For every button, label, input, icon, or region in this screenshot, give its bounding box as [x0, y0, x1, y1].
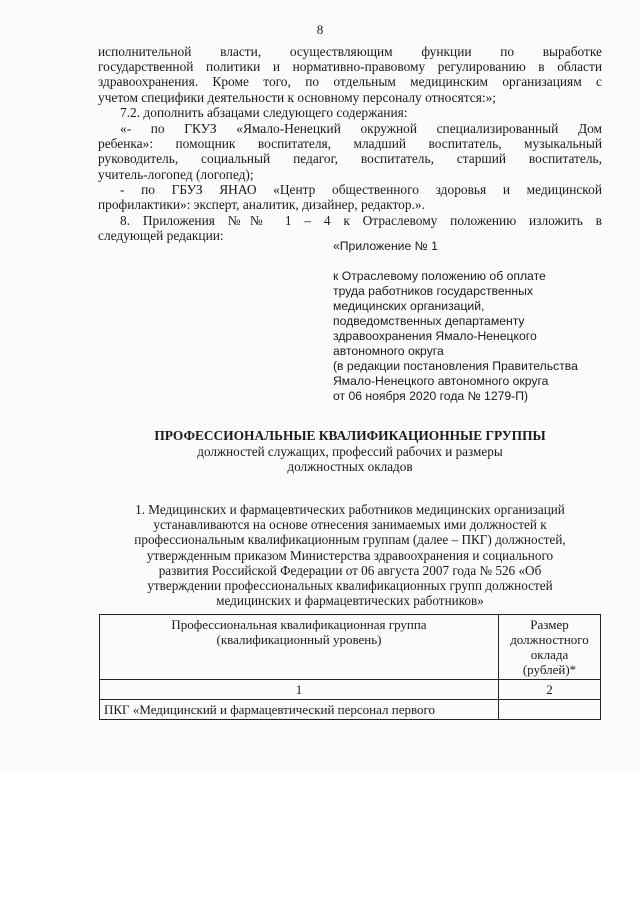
text-line: труда работников государственных	[333, 284, 533, 298]
text-line: руководитель, социальный педагог, воспитатель, старший воспитатель,	[98, 151, 602, 167]
text-line: учитель-логопед (логопед);	[98, 166, 254, 182]
text-line: утверждении профессиональных квалификационных групп должностей	[147, 578, 553, 594]
header-text-line: оклада	[530, 647, 569, 662]
paragraph-children-home	[98, 121, 602, 182]
text-line: здравоохранения Ямало-Ненецкого	[333, 329, 537, 343]
table-number-row	[100, 680, 601, 700]
appendix-title: «Приложение № 1	[333, 239, 438, 253]
text-line: (в редакции постановления Правительства	[333, 359, 578, 373]
text-line: ребенка»: помощник воспитателя, младший воспитатель, музыкальный	[98, 136, 602, 152]
text-line: государственной политики и нормативно-правовому регулированию в области	[98, 59, 602, 75]
text-line: профилактики»: эксперт, аналитик, дизайнер, редактор.».	[98, 197, 425, 213]
text-line: профессиональным квалификационным группам (далее – ПКГ) должностей,	[134, 532, 566, 548]
text-line: устанавливаются на основе отнесения занимаемых ими должностей к	[153, 517, 547, 533]
item-7-2	[98, 105, 602, 120]
section-heading	[98, 428, 602, 474]
header-text-line: (рублей)*	[522, 662, 577, 677]
text-line: утвержденным приказом Министерства здравоохранения и социального	[146, 547, 554, 563]
text-line: исполнительной власти, осуществляющим функции по выработке	[98, 44, 602, 59]
column-number-1: 1	[100, 680, 499, 700]
paragraph-staff-continuation	[98, 44, 602, 105]
text-line: 7.2. дополнить абзацами следующего содержания:	[120, 105, 408, 120]
text-line: к Отраслевому положению об оплате	[333, 269, 546, 283]
heading-title: ПРОФЕССИОНАЛЬНЫЕ КВАЛИФИКАЦИОННЫЕ ГРУППЫ	[154, 428, 546, 443]
appendix-reference	[333, 269, 613, 404]
header-cell-group	[100, 615, 499, 680]
text-line: 8. Приложения №№ 1 – 4 к Отраслевому положению изложить в	[120, 213, 602, 228]
text-line: следующей редакции:	[98, 228, 224, 244]
header-cell-salary	[499, 615, 601, 680]
text-line: «- по ГКУЗ «Ямало-Ненецкий окружной специализированный Дом	[120, 121, 602, 136]
text-line: от 06 ноября 2020 года № 1279-П)	[333, 389, 529, 403]
text-line: подведомственных департаменту	[333, 314, 525, 328]
header-text-line: Размер	[530, 617, 569, 632]
text-line: 1. Медицинских и фармацевтических работников медицинских организаций	[135, 502, 565, 517]
text-line: Ямало-Ненецкого автономного округа	[333, 374, 549, 388]
text-line: - по ГБУЗ ЯНАО «Центр общественного здоровья и медицинской	[120, 182, 602, 197]
heading-subtitle-line: должностей служащих, профессий рабочих и размеры	[197, 444, 503, 459]
text-line: здравоохранения. Кроме того, по отдельным медицинским организациям с	[98, 74, 602, 90]
text-line: медицинских организаций,	[333, 299, 485, 313]
table-cell-salary	[499, 700, 601, 720]
table-cell-group: ПКГ «Медицинский и фармацевтический персонал первого	[100, 700, 499, 720]
page-number: 8	[316, 22, 324, 37]
text-line: медицинских и фармацевтических работников»	[216, 593, 484, 609]
table-header-row	[100, 615, 601, 680]
text-line: учетом специфики деятельности к основному персоналу относятся:»;	[98, 89, 497, 105]
table-row	[100, 700, 601, 720]
header-text-line: должностного	[510, 632, 589, 647]
header-text-line: (квалификационный уровень)	[216, 632, 382, 647]
column-number-2: 2	[499, 680, 601, 700]
header-text-line: Профессиональная квалификационная группа	[171, 617, 427, 632]
paragraph-health-center	[98, 182, 602, 212]
section-1-intro	[98, 502, 602, 608]
text-line: автономного округа	[333, 344, 444, 358]
text-line: развития Российской Федерации от 06 августа 2007 года № 526 «Об	[158, 562, 542, 578]
qualification-groups-table	[99, 614, 601, 720]
heading-subtitle-line: должностных окладов	[287, 459, 413, 474]
